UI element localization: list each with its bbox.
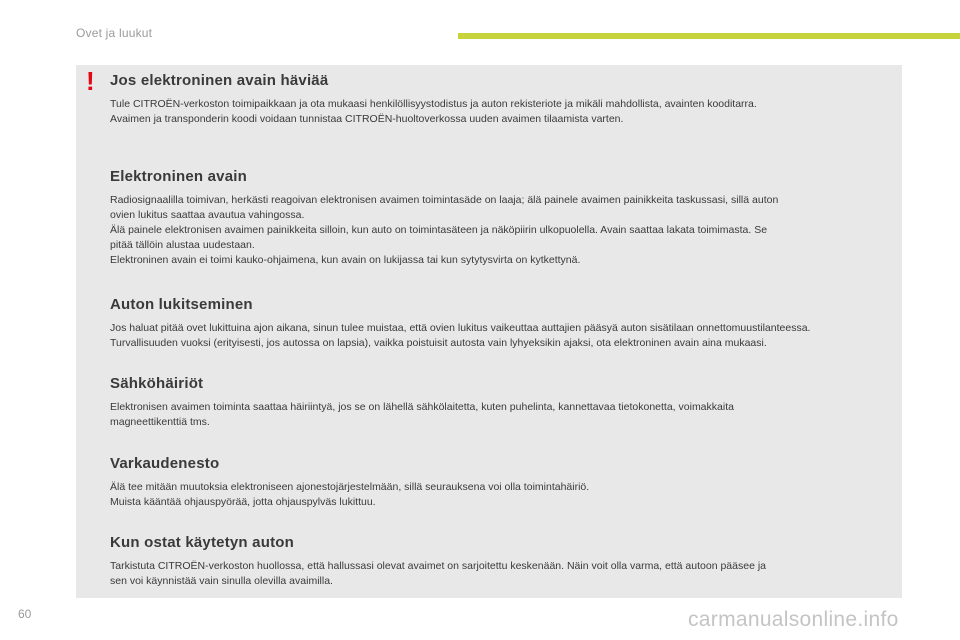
page-number: 60 <box>18 607 32 621</box>
section-body: Jos haluat pitää ovet lukittuina ajon aikana, sinun tulee muistaa, että ovien lukitus vaikeuttaa auttajien pääsyä auton sisätilaan onnettomuustilanteessa. Turvallisuuden vuoksi (erityisesti, jos autossa on lapsia), vaikka poistuisit autosta vain lyhyeksikin ajaksi, ota elektroninen avain aina mukaasi. <box>110 322 811 349</box>
section-body: Radiosignaalilla toimivan, herkästi reagoivan elektronisen avaimen toimintasäde on laaja; älä painele avaimen painikkeita taskussasi, sillä auton ovien lukitus saattaa avautua vahingossa. Älä painele elektronisen avaimen painikkeita silloin, kun auto on toimintasäteen ja näköpiirin ulkopuolella. Avain saattaa lakata toimimasta. Se pitää tällöin alustaa uudestaan. Elektroninen avain ei toimi kauko-ohjaimena, kun avain on lukijassa tai kun sytytysvirta on kytkettynä. <box>110 194 779 266</box>
warning-icon: ! <box>86 66 95 96</box>
section-heading: Auton lukitseminen <box>110 296 253 313</box>
section-locking <box>110 296 900 351</box>
section-heading: Kun ostat käytetyn auton <box>110 534 294 551</box>
section-body: Elektronisen avaimen toiminta saattaa häiriintyä, jos se on lähellä sähkölaitetta, kuten puhelinta, kannettavaa tietokonetta, voimakkaita magneettikenttiä tms. <box>110 401 734 428</box>
section-electrical-interference <box>110 375 900 430</box>
section-electronic-key <box>110 168 900 268</box>
section-body: Älä tee mitään muutoksia elektroniseen ajonestojärjestelmään, sillä seurauksena voi olla toimintahäiriö. Muista kääntää ohjauspyörää, jotta ohjauspylväs lukittuu. <box>110 481 590 508</box>
section-heading: Sähköhäiriöt <box>110 375 204 392</box>
section-heading: Jos elektroninen avain häviää <box>110 72 329 89</box>
section-anti-theft <box>110 455 900 510</box>
chapter-title: Ovet ja luukut <box>76 26 153 40</box>
watermark: carmanualsonline.info <box>688 608 899 631</box>
section-heading: Elektroninen avain <box>110 168 247 185</box>
section-heading: Varkaudenesto <box>110 455 220 472</box>
section-lost-key <box>110 72 900 127</box>
chapter-accent-bar <box>458 33 960 39</box>
section-used-car <box>110 534 900 589</box>
section-body: Tule CITROËN-verkoston toimipaikkaan ja ota mukaasi henkilöllisyystodistus ja auton rekisteriote ja mikäli mahdollista, avainten kooditarra. Avaimen ja transponderin koodi voidaan tunnistaa CITROËN-huoltoverkossa uuden avaimen tilaamista varten. <box>110 98 757 125</box>
section-body: Tarkistuta CITROËN-verkoston huollossa, että hallussasi olevat avaimet on sarjoitettu keskenään. Näin voit olla varma, että autoon pääsee ja sen voi käynnistää vain sinulla olevilla avaimilla. <box>110 560 767 587</box>
